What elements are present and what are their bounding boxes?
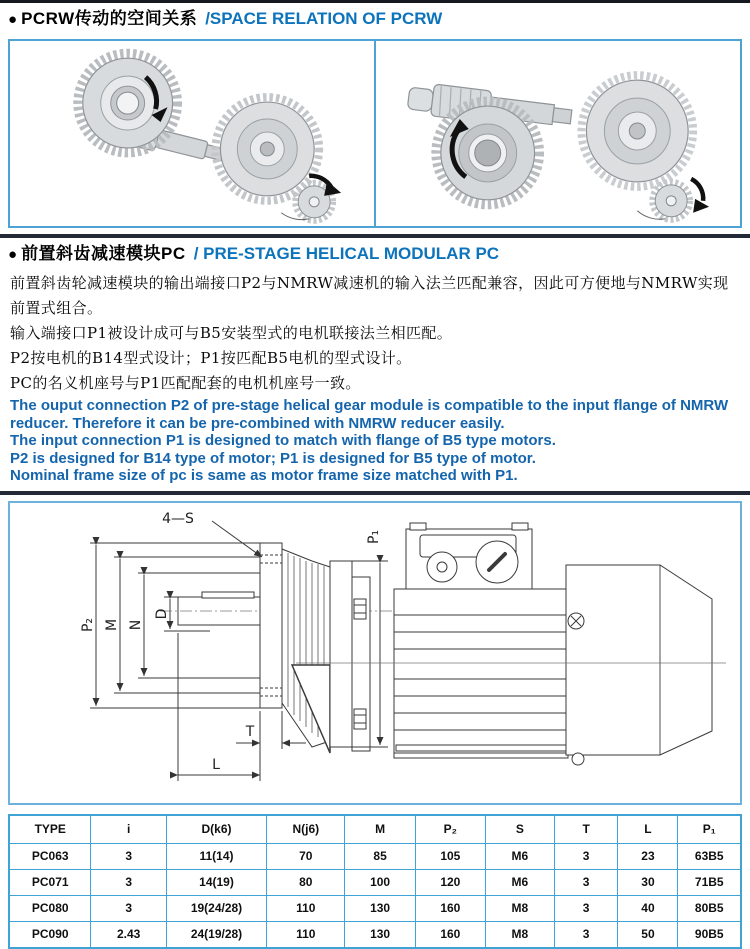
paragraph-zh: P2按电机的B14型式设计；P1按匹配B5电机的型式设计。 [10, 349, 412, 367]
dim-label-l: L [212, 756, 220, 773]
paragraphs-zh [10, 271, 740, 396]
section1-title-en: /SPACE RELATION OF PCRW [205, 9, 443, 28]
value-cell: 11(14) [166, 843, 266, 869]
value-cell: M6 [485, 843, 554, 869]
column-header: D(k6) [166, 815, 266, 844]
value-cell: 90B5 [678, 921, 741, 948]
paragraph-en: The input connection P1 is designed to match with flange of B5 type motors. [10, 432, 556, 450]
value-cell: 160 [415, 895, 485, 921]
value-cell: 80B5 [678, 895, 741, 921]
table-header-row [9, 815, 741, 844]
value-cell: 110 [267, 921, 345, 948]
column-header: L [618, 815, 678, 844]
value-cell: 160 [415, 921, 485, 948]
value-cell: M6 [485, 869, 554, 895]
paragraph-en: The ouput connection P2 of pre-stage helical gear module is compatible to the input flange of NMRW reducer. Therefore it can be pre-combined with NMRW reducer easily. [10, 397, 729, 432]
table-row [9, 843, 741, 869]
paragraph-zh: 输入端接口P1被设计成可与B5安装型式的电机联接法兰相匹配。 [10, 324, 453, 342]
value-cell: 19(24/28) [166, 895, 266, 921]
type-cell: PC080 [9, 895, 91, 921]
bullet-icon: ● [8, 11, 18, 28]
value-cell: 80 [267, 869, 345, 895]
type-cell: PC063 [9, 843, 91, 869]
dim-label-t: T [245, 723, 255, 740]
dim-label-m: M [104, 618, 120, 632]
gear-illustration-panels [8, 39, 742, 228]
value-cell: 70 [267, 843, 345, 869]
column-header: S [485, 815, 554, 844]
column-header: i [91, 815, 166, 844]
section2-title-zh: 前置斜齿减速模块PC [21, 244, 186, 263]
column-header: P₁ [678, 815, 741, 844]
table-row [9, 895, 741, 921]
value-cell: 63B5 [678, 843, 741, 869]
specification-table [8, 814, 742, 949]
column-header: T [554, 815, 618, 844]
value-cell: 3 [554, 895, 618, 921]
value-cell: 130 [345, 921, 415, 948]
paragraphs-en [10, 397, 740, 485]
paragraph-en: Nominal frame size of pc is same as motor frame size matched with P1. [10, 467, 518, 485]
value-cell: 3 [91, 869, 166, 895]
column-header: TYPE [9, 815, 91, 844]
value-cell: 23 [618, 843, 678, 869]
section2-header [0, 238, 750, 268]
table-row [9, 869, 741, 895]
value-cell: 50 [618, 921, 678, 948]
paragraph-zh: PC的名义机座号与P1匹配配套的电机机座号一致。 [10, 374, 361, 392]
gear-illustration-right-panel [374, 41, 740, 226]
value-cell: 3 [554, 843, 618, 869]
value-cell: 85 [345, 843, 415, 869]
dim-label-p2: P₂ [80, 617, 96, 632]
worm-gear-assembly-right-illustration [376, 41, 740, 226]
type-cell: PC071 [9, 869, 91, 895]
value-cell: 120 [415, 869, 485, 895]
value-cell: 3 [554, 921, 618, 948]
value-cell: 3 [91, 895, 166, 921]
value-cell: 110 [267, 895, 345, 921]
paragraph-en: P2 is designed for B14 type of motor; P1 is designed for B5 type of motor. [10, 449, 536, 467]
value-cell: M8 [485, 895, 554, 921]
value-cell: 3 [554, 869, 618, 895]
dim-label-n: N [128, 619, 144, 631]
value-cell: 30 [618, 869, 678, 895]
value-cell: 71B5 [678, 869, 741, 895]
column-header: N(j6) [267, 815, 345, 844]
value-cell: 40 [618, 895, 678, 921]
bullet-icon: ● [8, 246, 18, 263]
dim-label-4s: 4—S [162, 510, 194, 527]
value-cell: 105 [415, 843, 485, 869]
value-cell: 130 [345, 895, 415, 921]
value-cell: 100 [345, 869, 415, 895]
section1-title-zh: PCRW传动的空间关系 [21, 9, 198, 28]
section-divider [0, 491, 750, 495]
dimensional-drawing-panel [8, 501, 742, 805]
worm-gear-assembly-left-illustration [10, 41, 374, 226]
table-body [9, 843, 741, 948]
value-cell: 14(19) [166, 869, 266, 895]
type-cell: PC090 [9, 921, 91, 948]
column-header: P₂ [415, 815, 485, 844]
section2-title-en: / PRE-STAGE HELICAL MODULAR PC [193, 244, 500, 263]
dim-label-d: D [154, 608, 170, 620]
gearmotor-dimension-drawing [10, 503, 740, 803]
gear-illustration-left-panel [10, 41, 374, 226]
paragraph-zh: 前置斜齿轮减速模块的输出端接口P2与NMRW减速机的输入法兰匹配兼容，因此可方便地与NMRW实现前置式组合。 [10, 274, 729, 317]
value-cell: M8 [485, 921, 554, 948]
dim-label-p1: P₁ [366, 529, 382, 544]
value-cell: 3 [91, 843, 166, 869]
section1-header [0, 3, 750, 33]
table-row [9, 921, 741, 948]
value-cell: 2.43 [91, 921, 166, 948]
value-cell: 24(19/28) [166, 921, 266, 948]
column-header: M [345, 815, 415, 844]
